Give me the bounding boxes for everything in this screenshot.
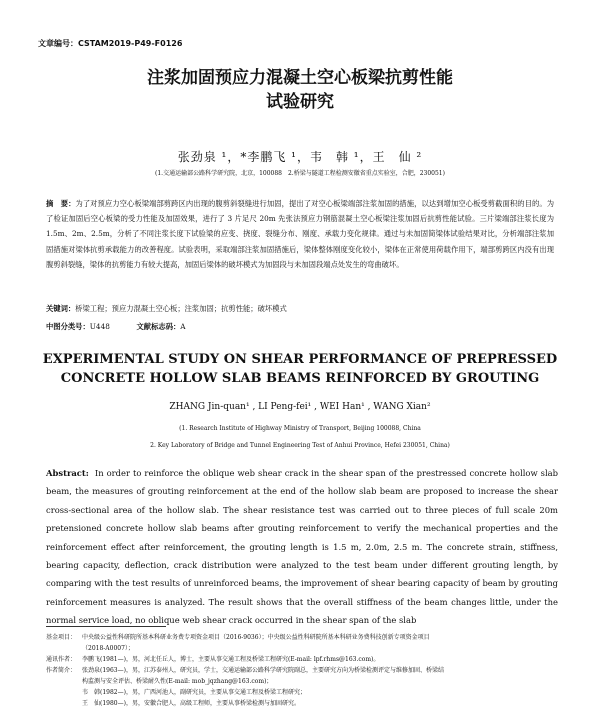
chinese-abstract-text: 为了对预应力空心板梁端部剪跨区内出现的腹剪斜裂缝进行加固，提出了对空心板梁端部注浆加固的措施，以达到增加空心板受剪截面积的目的。为了检证加固后空心板梁的受力性能及加固效果，进行了 3 片足尺 20m 先张法预应力钢筋混凝土空心板梁注浆加固后抗剪性能试验。三片梁端部注浆长度为 1.5m、2m、2.5m，分析了不同注浆长度下试验梁的应变、挠度、裂缝分布、刚度、承载力变化规律。通过与未加固简梁体试验结果对比，分析端部注浆加固措施对梁体抗剪承载能力的改善程度。试验表明，采取端部注浆加固措施后，梁体整体刚度变化较小，梁体在正常使用荷载作用下，端部剪跨区内没有出现腹剪斜裂缝，梁体的抗剪能力有较大提高，加固后梁体的破坏模式为加固段与未加固段端点处发生的弯曲破坏。 xyxy=(46,199,554,269)
footnote-corresponding xyxy=(46,654,558,665)
english-affiliation-1: (1. Research Institute of Highway Ministry of Transport, Beijing 100088, China xyxy=(179,425,421,432)
chinese-keywords-label: 关键词： xyxy=(46,304,76,313)
english-abstract xyxy=(46,464,558,630)
fund-text: 中央级公益性科研院所基本科研业务费专项资金项目（2016-9036）；中央级公益性科研院所基本科研业务费科技创新专项资金项目 xyxy=(82,634,430,641)
doc-code-value: A xyxy=(180,322,186,331)
corresponding-text: 李鹏飞(1981—)，男，河北任丘人，博士，主要从事交通工程及桥梁工程研究(E-mail: lpf.rhms@163.com)。 xyxy=(82,656,380,663)
chinese-title xyxy=(0,66,600,114)
clc-label: 中图分类号： xyxy=(46,322,90,331)
english-title xyxy=(0,350,600,388)
footnotes xyxy=(46,632,558,709)
chinese-abstract-label: 摘 要： xyxy=(46,199,76,208)
doc-code-label: 文献标志码： xyxy=(136,322,181,331)
classification-line xyxy=(46,322,554,332)
chinese-title-line-2: 试验研究 xyxy=(266,92,334,112)
footnote-divider xyxy=(46,626,166,627)
english-title-line-1: EXPERIMENTAL STUDY ON SHEAR PERFORMANCE OF PREPRESSED xyxy=(42,352,558,367)
footnote-fund-cont: （2018-A0007）； xyxy=(82,645,134,652)
english-affiliation-2: 2. Key Laboratory of Bridge and Tunnel Engineering Test of Anhui Province, Hefei 230051, China) xyxy=(150,442,450,449)
article-number: 文章编号：CSTAM2019-P49-F0126 xyxy=(38,39,183,48)
footnote-fund xyxy=(46,632,558,643)
chinese-affiliations: (1.交通运输部公路科学研究院，北京，100088 2.桥梁与隧道工程检测安徽省重点实验室，合肥，230051) xyxy=(155,170,445,177)
clc-value: U448 xyxy=(89,322,110,331)
english-authors: ZHANG Jin-quan¹ , LI Peng-fei¹ , WEI Han¹ , WANG Xian² xyxy=(169,402,431,412)
chinese-authors: 张劲泉 ¹，*李鹏飞 ¹，韦 韩 ¹，王 仙 ² xyxy=(177,150,423,164)
english-title-line-2: CONCRETE HOLLOW SLAB BEAMS REINFORCED BY GROUTING xyxy=(60,371,540,386)
chinese-title-line-1: 注浆加固预应力混凝土空心板梁抗剪性能 xyxy=(147,68,453,88)
english-affiliations xyxy=(0,420,600,454)
footnote-author-cont: 构监测与安全评估、桥梁耐久性(E-mail: mob_jqzhang@163.com)； xyxy=(82,678,273,685)
corresponding-label: 通讯作者： xyxy=(46,656,77,663)
author-text: 张劲泉(1963—)，男，江苏泰州人，研究员，学士，交通运输部公路科学研究院副总，主要研究方向为桥梁检测评定与维修加固、桥梁结 xyxy=(82,667,444,674)
author-label: 作者简介： xyxy=(46,667,77,674)
fund-label: 基金项目： xyxy=(46,634,77,641)
footnote-author-wei: 韦 韩(1982—)，男，广西河池人，副研究员，主要从事交通工程及桥梁工程研究； xyxy=(82,689,306,696)
footnote-author xyxy=(46,665,558,676)
chinese-keywords xyxy=(46,304,554,314)
chinese-keywords-text: 桥梁工程；预应力混凝土空心板；注浆加固；抗剪性能；破坏模式 xyxy=(75,304,287,313)
chinese-abstract xyxy=(46,196,554,272)
english-abstract-text: In order to reinforce the oblique web shear crack in the shear span of the prestressed concrete hollow slab beam, the measures of grouting reinforcement at the end of the hollow slab beam are proposed to increase the shear cross-sectional area of the hollow slab. The shear resistance test was carried out to three pieces of full scale 20m pretensioned concrete hollow slab beams after grouting reinforcement to verify the mechanical properties and the reinforcement effect after reinforcement, the grouting length is 1.5 m, 2.0m, 2.5 m. The concrete strain, stiffness, bearing capacity, deflection, crack distribution were analyzed to the test beam under different grouting length, by comparing with the test results of unreinforced beams, the improvement of shear bearing capacity of beam by grouting reinforcement measures is analyzed. The result shows that the overall stiffness of the beam changes little, under the normal service load, no oblique web shear crack occurred in the shear span of the slab xyxy=(46,468,558,626)
footnote-author-wang: 王 仙(1980—)，男，安徽合肥人，高级工程师，主要从事桥梁检测与加固研究。 xyxy=(82,700,300,707)
english-abstract-label: Abstract: xyxy=(46,468,89,478)
